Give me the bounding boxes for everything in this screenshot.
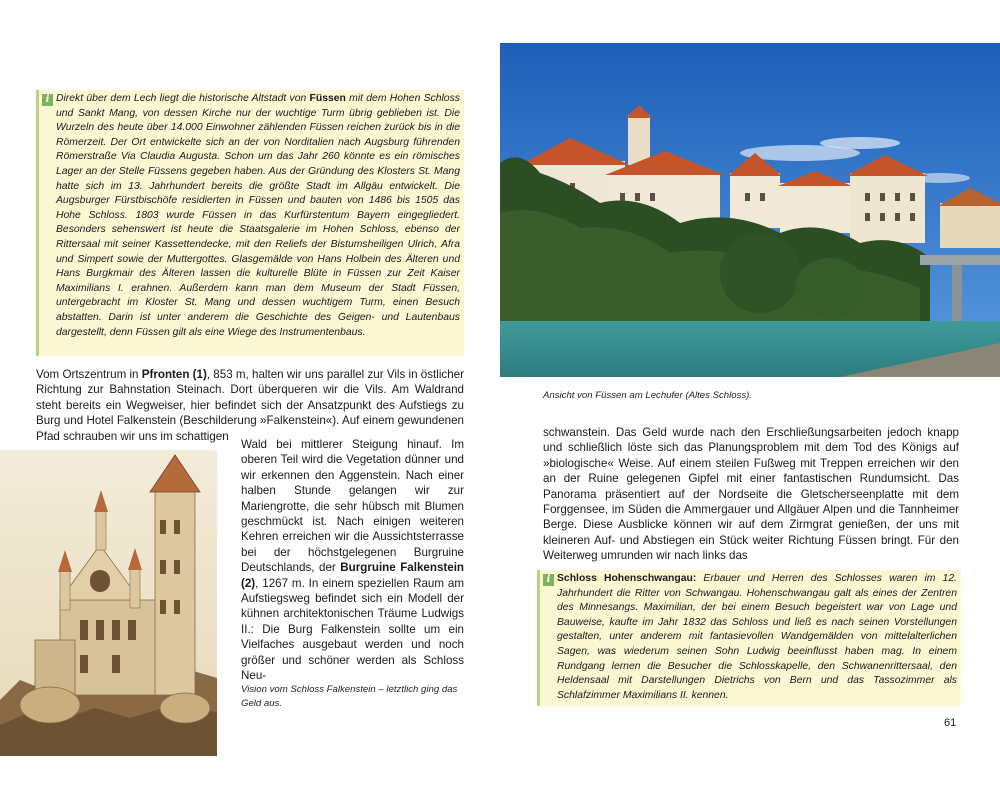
route-paragraph-2: [241, 437, 464, 684]
place-burgruine-falkenstein: Burgruine Falkenstein (2): [241, 561, 465, 590]
place-name-fuessen: Füssen: [309, 93, 346, 104]
photo-caption: Ansicht von Füssen am Lechufer (Altes Schloss).: [543, 390, 753, 401]
place-pfronten: Pfronten (1): [141, 368, 207, 381]
place-schloss-hohenschwangau: Schloss Hohenschwangau:: [557, 573, 697, 584]
route-paragraph-3: schwanstein. Das Geld wurde nach den Erschließungsarbeiten jedoch knapp und schließlich löste sich das Planungsproblem mit dem Tod des Königs auf »biologische« Weise. Auf einem steilen Fußweg mit Treppen erreichen wir den an der Ruine gelegenen Gipfel mit einer fantastischen Rundumsicht. Das Panorama präsentiert auf der Nordseite die Gletscherseenplatte mit dem Forggensee, im Süden die Ammergauer und Allgäuer Alpen und die Tannheimer Berge. Diese Ausblicke können wir auf dem Zirmgrat genießen, der uns mit kleineren Auf- und Abstiegen ein Stück weiter Richtung Füssen bringt. Für den Weiterweg umrunden wir nach links das: [543, 426, 959, 563]
info-box-body: mit dem Hohen Schloss und Sankt Mang, von dessen Kirche nur der wuchtige Turm übrig geblieben ist. Die Wurzeln des heute über 14.000 Einwohner zählenden Füssen reichen zurück bis in die Römerzeit. Der Ort entwickelte sich an der von Norditalien nach Augsburg führenden Römerstraße Via Claudia Augusta. Schon um das Jahr 260 könnte es ein römisches Lager an der Stelle Füssens gegeben haben. Aus der Gründung des Klosters St. Mang hatte sich im 13. Jahrhundert bereits die größte Stadt im Allgäu entwickelt. Die Augsburger Fürstbischöfe residierten in Füssen und bauten von 1486 bis 1505 das Hohe Schloss. 1803 wurde Füssen in das Kurfürstentum Bayern eingegliedert. Besonders sehenswert ist heute die Staatsgalerie im Hohen Schloss, ebenso der Rittersaal mit seiner Kassettendecke, mit den Reliefs der Bistumsheiligen Ulrich, Afra und Simpert sowie der Muttergottes. Glasgemälde von Hans Holbein des Älteren und Hans Burgkmair des Älteren lassen die kulturelle Blüte in Füssen zur Zeit Kaiser Maximilians I. erahnen. Außerdem kann man dem Museum der Stadt Füssen, untergebracht im Kloster St. Mang und dessen wuchtigem Turm, einen Besuch abstatten. Darin ist unter anderem die Geschichte des Geigen- und Lautenbaus dargestellt, denn Füssen gilt als eine Wiege des Instrumentenbaus.: [56, 93, 460, 338]
info-box-body: Erbauer und Herren des Schlosses waren im 12. Jahrhundert die Ritter von Schwangau. Hohenschwangau galt als eines der Zentren des Minnesangs. Maximilian, der bei einem Besuch begeistert war von Lage und Bauweise, kaufte im Jahr 1832 das Schloss und ließ es nach seinen Vorstellungen gestalten, unter anderem mit fantasievollen Wandgemälden von mittelalterlichen Sagen, was wiederum seinen Sohn Ludwig beeinflusst haben mag. In einem Rundgang lernen die Besucher die Schlosskapelle, den Schwanenrittersaal, den Heldensaal mit Darstellungen Dietrichs von Bern und das Tassozimmer als Schlafzimmer Maximilians II. kennen.: [557, 573, 957, 701]
photo-fuessen-lechufer: [500, 43, 1000, 377]
info-icon: i: [42, 94, 53, 106]
painting-falkenstein: [0, 450, 217, 756]
page-number: 61: [944, 717, 957, 729]
fuessen-photo-illustration: [500, 43, 1000, 377]
castle-painting-illustration: [0, 450, 217, 756]
para2-text-a: Wald bei mittlerer Steigung hinauf. Im oberen Teil wird die Vegetation dünner und wir erkennen den Aggenstein. Nach einer halben Stunde gelangen wir zur Mariengrotte, die sehr hübsch mit Blumen geschmückt ist. Nach einigen weiteren Kehren erreichen wir die Aussichtsterrasse bei der höchstgelegenen Burgruine Deutschlands, der: [241, 438, 464, 575]
info-box-hohenschwangau: [537, 570, 961, 706]
para2-text-b: , 1267 m. In einem speziellen Raum am Aufstiegsweg befindet sich ein Modell der kühnen architektonischen Träume Ludwigs II.: Die Burg Falkenstein sollte um ein Vielfaches ausgebaut werden und noch größer und schöner werden als Schloss Neu-: [241, 576, 464, 683]
route-paragraph-1: [36, 367, 464, 444]
para1-text-b: , 853 m, halten wir uns parallel zur Vils in östlicher Richtung zur Bahnstation Steinach. Dort überqueren wir die Vils. Am Waldrand steht bereits ein Wegweiser, hier befindet sich der Ansatzpunkt des Aufstiegs zu Burg und Hotel Falkenstein (Beschilderung »Falkenstein«). Auf einem gewundenen Pfad schrauben wir uns im schattigen: [36, 368, 464, 443]
info-box-fuessen: [36, 90, 464, 356]
painting-caption: Vision vom Schloss Falkenstein – letztlich ging das Geld aus.: [241, 684, 458, 709]
info-box-lead: Direkt über dem Lech liegt die historische Altstadt von: [56, 93, 310, 104]
info-icon: i: [543, 574, 554, 586]
para1-text-a: Vom Ortszentrum in: [36, 368, 142, 381]
